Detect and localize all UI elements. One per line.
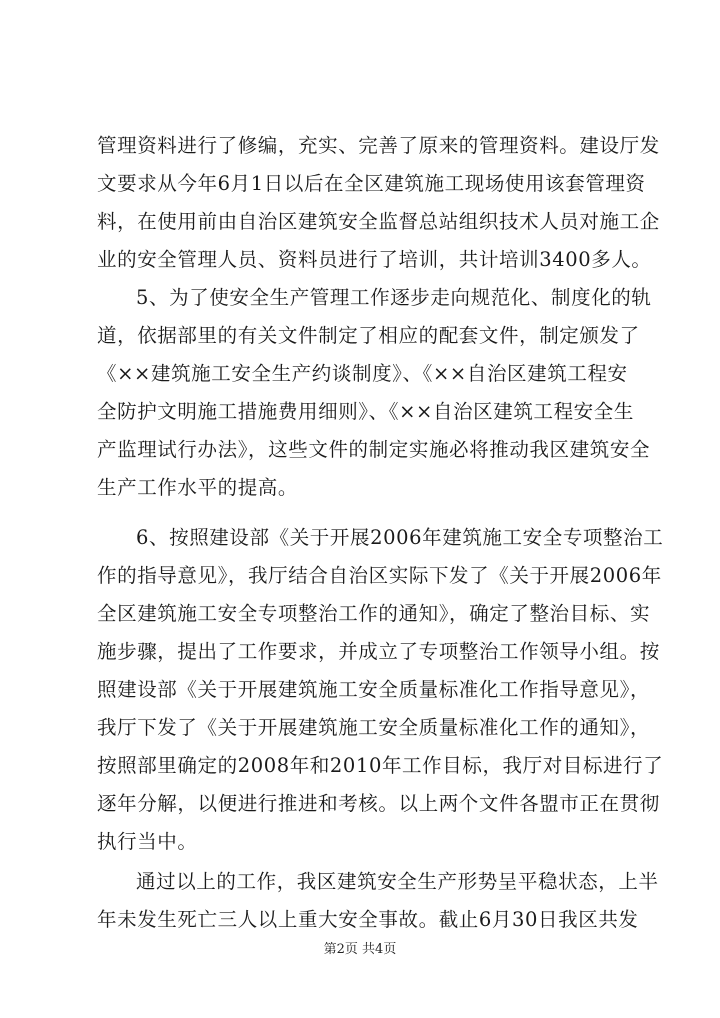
text-line: 照建设部《关于开展建筑施工安全质量标准化工作指导意见》， — [97, 678, 651, 701]
text-line: 道，依据部里的有关文件制定了相应的配套文件，制定颁发了 — [97, 324, 640, 347]
text-line: 执行当中。 — [97, 830, 198, 853]
text-line: 年未发生死亡三人以上重大安全事故。截止6月30日我区共发 — [97, 908, 639, 931]
text-line: 6、按照建设部《关于开展2006年建筑施工安全专项整治工 — [136, 526, 664, 549]
text-line: 生产工作水平的提高。 — [97, 476, 299, 499]
text-line: 5、为了使安全生产管理工作逐步走向规范化、制度化的轨 — [136, 286, 652, 309]
text-line: 按照部里确定的2008年和2010年工作目标，我厅对目标进行了 — [97, 754, 664, 777]
text-line: 业的安全管理人员、资料员进行了培训，共计培训3400多人。 — [97, 248, 652, 271]
text-line: 全防护文明施工措施费用细则》、《××自治区建筑工程安全生 — [97, 400, 634, 423]
text-line: 产监理试行办法》，这些文件的制定实施必将推动我区建筑安全 — [97, 438, 651, 461]
text-line: 全区建筑施工安全专项整治工作的通知》，确定了整治目标、实 — [97, 602, 651, 625]
page-number-footer: 第2页 共4页 — [323, 942, 397, 957]
text-line: 通过以上的工作，我区建筑安全生产形势呈平稳状态，上半 — [136, 870, 659, 893]
text-line: 料，在使用前由自治区建筑安全监督总站组织技术人员对施工企 — [97, 210, 660, 233]
text-line: 我厅下发了《关于开展建筑施工安全质量标准化工作的通知》， — [97, 716, 651, 739]
text-line: 逐年分解，以便进行推进和考核。以上两个文件各盟市正在贯彻 — [97, 792, 660, 815]
text-line: 施步骤，提出了工作要求，并成立了专项整治工作领导小组。按 — [97, 640, 660, 663]
text-line: 文要求从今年6月1日以后在全区建筑施工现场使用该套管理资 — [97, 172, 646, 195]
text-line: 《××建筑施工安全生产约谈制度》、《××自治区建筑工程安 — [97, 362, 628, 385]
text-line: 管理资料进行了修编，充实、完善了原来的管理资料。建设厅发 — [97, 134, 660, 157]
text-line: 作的指导意见》，我厅结合自治区实际下发了《关于开展2006年 — [97, 564, 662, 587]
